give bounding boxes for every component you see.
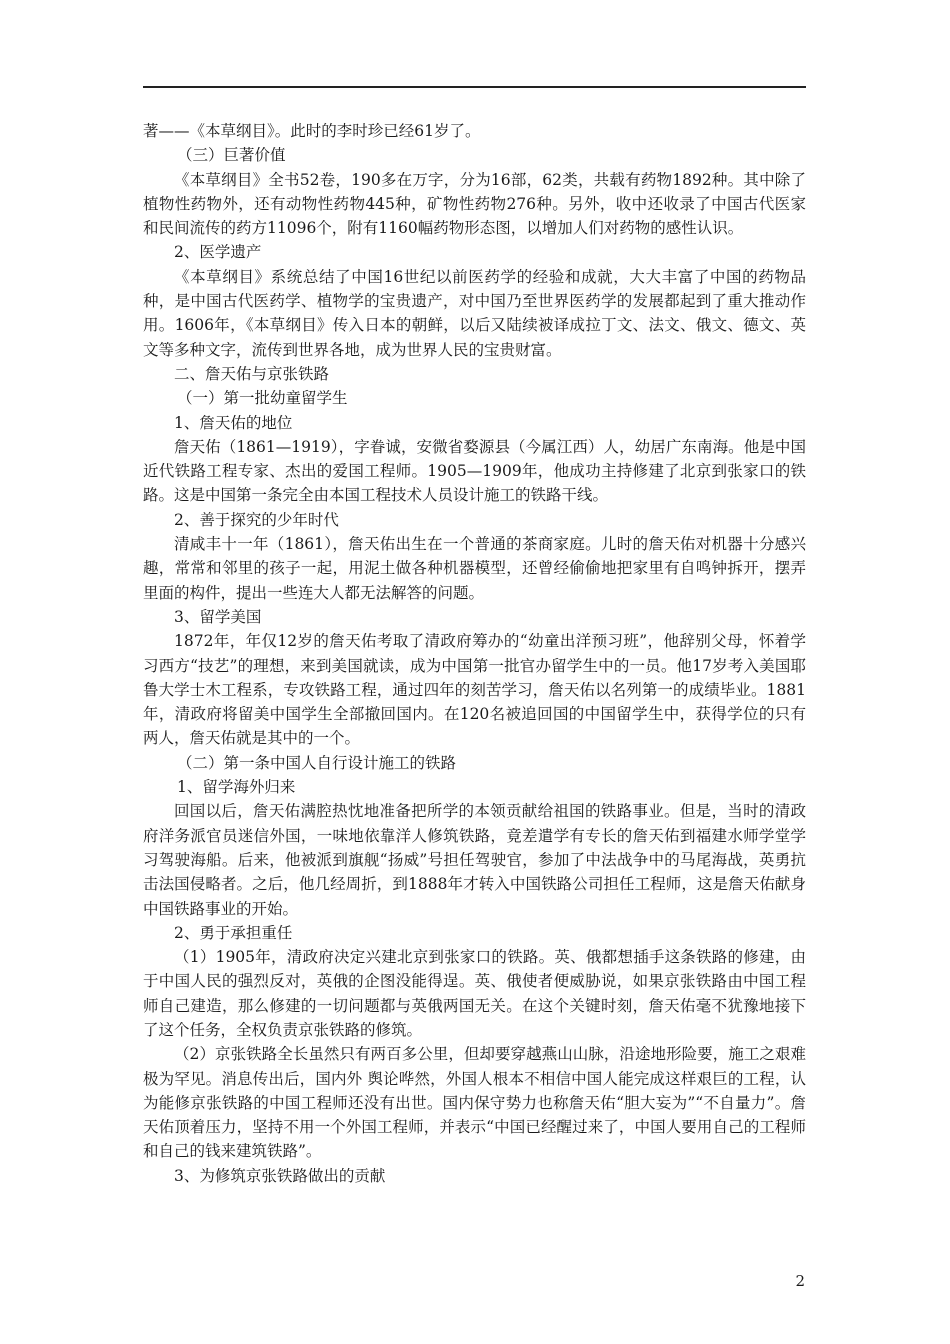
paragraph: 詹天佑（1861—1919），字眷诚，安微省婺源县（今属江西）人，幼居广东南海。他是中国近代铁路工程专家、杰出的爱国工程师。1905—1909年，他成功主持修建了北京到张家口的铁路。这是中国第一条完全由本国工程技术人员设计施工的铁路干线。 (143, 437, 806, 505)
subsection-heading: 1、留学海外归来 (177, 778, 296, 797)
subsection-heading: 2、医学遗产 (174, 243, 262, 262)
page-number: 2 (795, 1272, 805, 1290)
paragraph: 回国以后，詹天佑满腔热忱地准备把所学的本领贡献给祖国的铁路事业。但是，当时的清政府洋务派官员迷信外国，一味地依靠洋人修筑铁路，竟差遣学有专长的詹天佑到福建水师学堂学习驾驶海船。后来，他被派到旗舰“扬威”号担任驾驶官，参加了中法战争中的马尾海战，英勇抗击法国侵略者。之后，他几经周折，到1888年才转入中国铁路公司担任工程师，这是詹天佑献身中国铁路事业的开始。 (143, 802, 806, 918)
paragraph: 著——《本草纲目》。此时的李时珍已经61岁了。 (143, 122, 481, 140)
document-body (143, 119, 806, 1188)
chapter-heading: 二、詹天佑与京张铁路 (174, 364, 330, 383)
paragraph: （2）京张铁路全长虽然只有两百多公里，但却要穿越燕山山脉，沿途地形险要，施工之艰难极为罕见。消息传出后，国内外 舆论哗然，外国人根本不相信中国人能完成这样艰巨的工程，认为能修京张铁路的中国工程师还没有出世。国内保守势力也称詹天佑“胆大妄为”“不自量力”。詹天佑顶着压力，坚持不用一个外国工程师，并表示“中国已经醒过来了，中国人要用自己的工程师和自己的钱来建筑铁路”。 (143, 1045, 806, 1161)
paragraph: （1）1905年，清政府决定兴建北京到张家口的铁路。英、俄都想插手这条铁路的修建，由于中国人民的强烈反对，英俄的企图没能得逞。英、俄使者便威胁说，如果京张铁路由中国工程师自己建造，那么修建的一切问题都与英俄两国无关。在这个关键时刻，詹天佑毫不犹豫地接下了这个任务，全权负责京张铁路的修筑。 (143, 948, 806, 1039)
paragraph: 《本草纲目》全书52卷，190多在万字，分为16部，62类，共载有药物1892种。其中除了植物性药物外，还有动物性药物445种，矿物性药物276种。另外，收中还收录了中国古代医家和民间流传的药方11096个，附有1160幅药物形态图，以增加人们对药物的感性认识。 (143, 170, 806, 238)
subsection-heading: 3、为修筑京张铁路做出的贡献 (174, 1166, 386, 1185)
subsection-heading: 1、詹天佑的地位 (174, 413, 293, 432)
paragraph: 1872年，年仅12岁的詹天佑考取了清政府筹办的“幼童出洋预习班”，他辞别父母，怀着学习西方“技艺”的理想，来到美国就读，成为中国第一批官办留学生中的一员。他17岁考入美国耶鲁大学士木工程系，专攻铁路工程，通过四年的刻苦学习，詹天佑以名列第一的成绩毕业。1881年，清政府将留美中国学生全部撤回国内。在120名被追回国的中国留学生中，获得学位的只有两人，詹天佑就是其中的一个。 (143, 632, 806, 748)
paragraph: 清咸丰十一年（1861），詹天佑出生在一个普通的茶商家庭。儿时的詹天佑对机器十分感兴趣，常常和邻里的孩子一起，用泥土做各种机器模型，还曾经偷偷地把家里有自鸣钟拆开，摆弄里面的构件，提出一些连大人都无法解答的问题。 (143, 535, 806, 602)
paragraph: 《本草纲目》系统总结了中国16世纪以前医药学的经验和成就，大大丰富了中国的药物品种，是中国古代医药学、植物学的宝贵遗产，对中国乃至世界医药学的发展都起到了重大推动作用。1606年，《本草纲目》传入日本的朝鲜，以后又陆续被译成拉丁文、法文、俄文、德文、英文等多种文字，流传到世界各地，成为世界人民的宝贵财富。 (143, 267, 806, 359)
subsection-heading: 3、留学美国 (174, 607, 262, 626)
section-heading: （三）巨著价值 (177, 146, 286, 165)
section-heading: （一）第一批幼童留学生 (177, 389, 348, 408)
subsection-heading: 2、善于探究的少年时代 (174, 510, 339, 529)
section-heading: （二）第一条中国人自行设计施工的铁路 (177, 753, 457, 772)
header-rule (143, 86, 806, 88)
subsection-heading: 2、勇于承担重任 (174, 923, 293, 942)
